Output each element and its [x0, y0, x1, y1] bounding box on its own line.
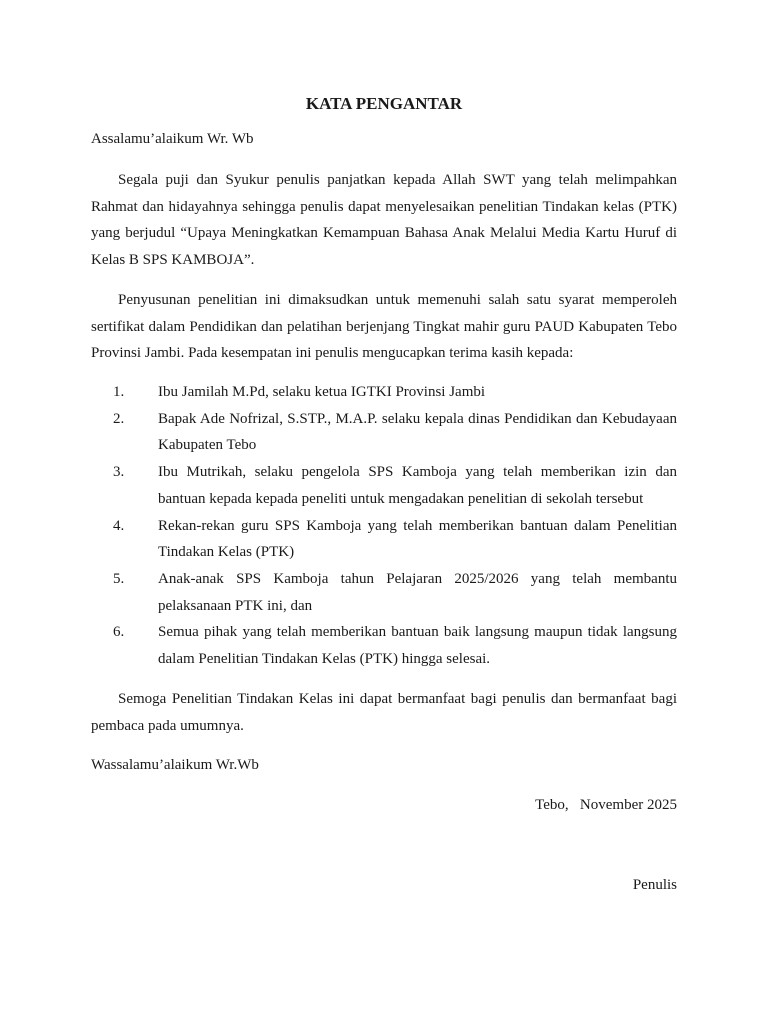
list-item [91, 406, 677, 459]
paragraph-purpose: Penyusunan penelitian ini dimaksudkan untuk memenuhi salah satu syarat memperoleh sertifikat dalam Pendidikan dan pelatihan berjenjang Tingkat mahir guru PAUD Kabupaten Tebo Provinsi Jambi. Pada kesempatan ini penulis mengucapkan terima kasih kepada: [91, 292, 677, 361]
list-item-text: Ibu Jamilah M.Pd, selaku ketua IGTKI Provinsi Jambi [158, 384, 486, 400]
list-item-number: 3. [113, 464, 125, 481]
list-item-text: Rekan-rekan guru SPS Kamboja yang telah memberikan bantuan dalam Penelitian Tindakan Kelas (PTK) [158, 517, 677, 561]
list-item [91, 379, 677, 406]
closing-greeting: Wassalamu’alaikum Wr.Wb [91, 757, 259, 773]
list-item-number: 5. [113, 570, 125, 587]
list-item-number: 1. [113, 384, 125, 400]
list-item-number: 4. [113, 517, 125, 534]
place-date: Tebo, November 2025 [535, 797, 677, 813]
paragraph-intro: Segala puji dan Syukur penulis panjatkan kepada Allah SWT yang telah melimpahkan Rahmat dan hidayahnya sehingga penulis dapat menyelesaikan penelitian Tindakan kelas (PTK) yang berjudul “Upaya Meningkatkan Kemampuan Bahasa Anak Melalui Media Kartu Huruf di Kelas B SPS KAMBOJA”. [91, 172, 677, 268]
document-title: KATA PENGANTAR [305, 94, 463, 113]
paragraph-closing: Semoga Penelitian Tindakan Kelas ini dapat bermanfaat bagi penulis dan bermanfaat bagi pembaca pada umumnya. [91, 691, 677, 734]
list-item [91, 566, 677, 619]
thanks-list [91, 379, 677, 673]
list-item-text: Bapak Ade Nofrizal, S.STP., M.A.P. selaku kepala dinas Pendidikan dan Kebudayaan Kabupaten Tebo [158, 410, 677, 454]
list-item-text: Anak-anak SPS Kamboja tahun Pelajaran 2025/2026 yang telah membantu pelaksanaan PTK ini, dan [158, 570, 677, 614]
opening-greeting: Assalamu’alaikum Wr. Wb [91, 131, 254, 147]
list-item [91, 513, 677, 566]
list-item [91, 459, 677, 512]
list-item-text: Semua pihak yang telah memberikan bantuan baik langsung maupun tidak langsung dalam Penelitian Tindakan Kelas (PTK) hingga selesai. [158, 624, 677, 668]
list-item-number: 6. [113, 624, 125, 641]
list-item [91, 619, 677, 672]
document-page [91, 0, 677, 1024]
author-signature: Penulis [632, 877, 677, 893]
list-item-text: Ibu Mutrikah, selaku pengelola SPS Kamboja yang telah memberikan izin dan bantuan kepada kepada peneliti untuk mengadakan penelitian di sekolah tersebut [158, 464, 677, 507]
list-item-number: 2. [113, 410, 125, 427]
